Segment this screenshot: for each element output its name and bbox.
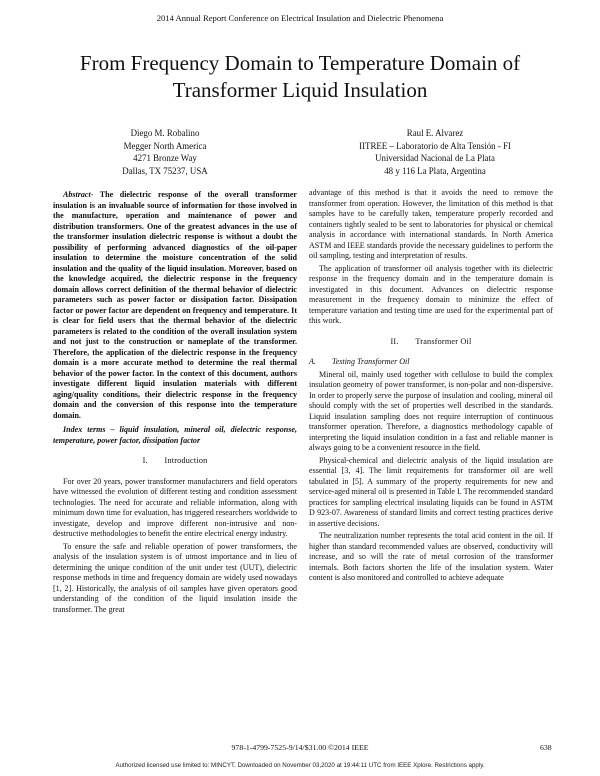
footer-copyright: 978-1-4799-7525-9/14/$31.00 ©2014 IEEE — [231, 743, 369, 752]
page-number: 638 — [540, 743, 552, 752]
abstract-text: The dielectric response of the overall transformer insulation is an invaluable source of information for those involved in the manufacture, operation and maintenance of power and distribution transformers. One of the greatest advances in the use of the transformer insulation dielectric response is without a doubt the possibility of performing advanced diagnostics of the oil-paper insulation to determine the moisture concentration of the solid insulation and the quality of the liquid insulation. Moreover, based on the knowledge acquired, the dielectric response in the frequency domain allows correct definition of the thermal behavior of dielectric parameters such as power factor or dissipation factor. Dissipation factor or power factor are dependent on frequency and temperature. It is clear for field users that the thermal behavior of the dielectric parameters is related to the condition of the overall insulation system and not just to the construction or nameplate of the transformer. Therefore, the application of the dielectric response in the frequency domain is a more accurate method to determine the real thermal behavior of the power factor. In the context of this document, authors investigate different liquid insulation materials with different aging/quality conditions, their dielectric response in the frequency domain and the conversion of this response into the temperature domain. — [53, 190, 297, 420]
paragraph: The neutralization number represents the total acid content in the oil. If higher than standard recommended values are observed, conductivity will increase, and so will the rate of metal corrosion of the transformer internals. Both factors shorten the life of the insulation system. Water content is also monitored and controlled to achieve adequate — [309, 531, 553, 582]
title-line-2: Transformer Liquid Insulation — [172, 78, 428, 102]
paragraph: advantage of this method is that it avoids the need to remove the transformer from operation. However, the limitation of this method is that samples have to be carefully taken, temperature properly recorded and containers tightly sealed to be sent to laboratories for physical or chemical analysis in accordance with international standards. In North America ASTM and IEEE standards provide the necessary guidelines to perform the oil sampling, testing and interpretation of results. — [309, 188, 553, 260]
author-org: IITREE – Laboratorio de Alta Tensión - FI — [359, 140, 511, 151]
paragraph: For over 20 years, power transformer manufacturers and field operators have witnessed the evolution of different testing and condition assessment technologies. The need for accurate and reliable information, along with minimum down time for evaluation, has triggered researchers worldwide to investigate, develop and improve different non-intrusive and non-destructive methodologies to benefit the entire electrical energy industry. — [53, 476, 297, 538]
conference-header: 2014 Annual Report Conference on Electrical Insulation and Dielectric Phenomena — [156, 13, 444, 23]
left-column — [53, 190, 297, 617]
author-block-1 — [50, 127, 280, 177]
title-line-1: From Frequency Domain to Temperature Domain of — [79, 51, 521, 75]
section-heading-introduction: I. Introduction — [142, 456, 208, 465]
author-address-line: Dallas, TX 75237, USA — [122, 165, 208, 176]
abstract — [53, 190, 297, 421]
author-block-2 — [320, 127, 550, 177]
index-terms-text: liquid insulation, mineral oil, dielectric response, temperature, power factor, dissipation factor — [53, 425, 297, 445]
paper-title — [30, 50, 570, 104]
author-name: Diego M. Robalino — [130, 128, 200, 138]
paragraph: Mineral oil, mainly used together with cellulose to build the complex insulation geometry of power transformer, is non-polar and non-dispersive. In order to properly serve the purpose of insulation and cooling, mineral oil should comply with the set of properties well described in the standards. Liquid insulation sampling does not require interruption of continuous transformer operation. Therefore, a diagnostics methodology capable of interpreting the liquid insulation condition in a fast and reliable manner is always going to be a convenient resource in the field. — [309, 369, 553, 452]
author-address-line: Universidad Nacional de La Plata — [375, 153, 495, 163]
subsection-heading: A. Testing Transformer Oil — [309, 357, 410, 366]
abstract-lead: Abstract- — [63, 190, 94, 199]
author-org: Megger North America — [123, 140, 207, 151]
section-heading-transformer-oil: II. Transformer Oil — [390, 336, 472, 346]
index-terms — [53, 425, 297, 446]
index-terms-lead: Index terms – — [63, 425, 115, 434]
license-notice: Authorized licensed use limited to: MINCYT. Downloaded on November 03,2020 at 19:44:11 UTC from IEEE Xplore. Restrictions apply. — [115, 762, 485, 769]
paragraph: The application of transformer oil analysis together with its dielectric response in the frequency domain and in the temperature domain is investigated in this document. Advances on dielectric response measurement in the frequency domain to minimize the effect of temperature variation and testing time are used for the experimental part of this work. — [309, 263, 553, 325]
author-name: Raul E. Alvarez — [406, 128, 464, 138]
paragraph: To ensure the safe and reliable operation of power transformers, the analysis of the insulation system is of utmost importance and in lieu of determining the unique condition of the unit under test (UUT), dielectric response methods in time and frequency domain are widely used nowadays [1, 2]. Historically, the analysis of oil samples have given operators good understanding of the condition of the liquid insulation inside the transformer. The great — [53, 541, 297, 614]
author-address-line: 48 y 116 La Plata, Argentina — [384, 165, 486, 176]
author-address-line: 4271 Bronze Way — [133, 153, 197, 163]
right-column — [309, 188, 553, 586]
paragraph: Physical-chemical and dielectric analysis of the liquid insulation are essential [3, 4]. The limit requirements for transformer oil are well tabulated in [5]. A summary of the property requirements for new and service-aged mineral oil is presented in Table I. The recommended standard practices for sampling electrical insulating liquids can be found in ASTM D 923-07. Awareness of standard limits and correct testing practices derive in assertive decisions. — [309, 455, 553, 528]
